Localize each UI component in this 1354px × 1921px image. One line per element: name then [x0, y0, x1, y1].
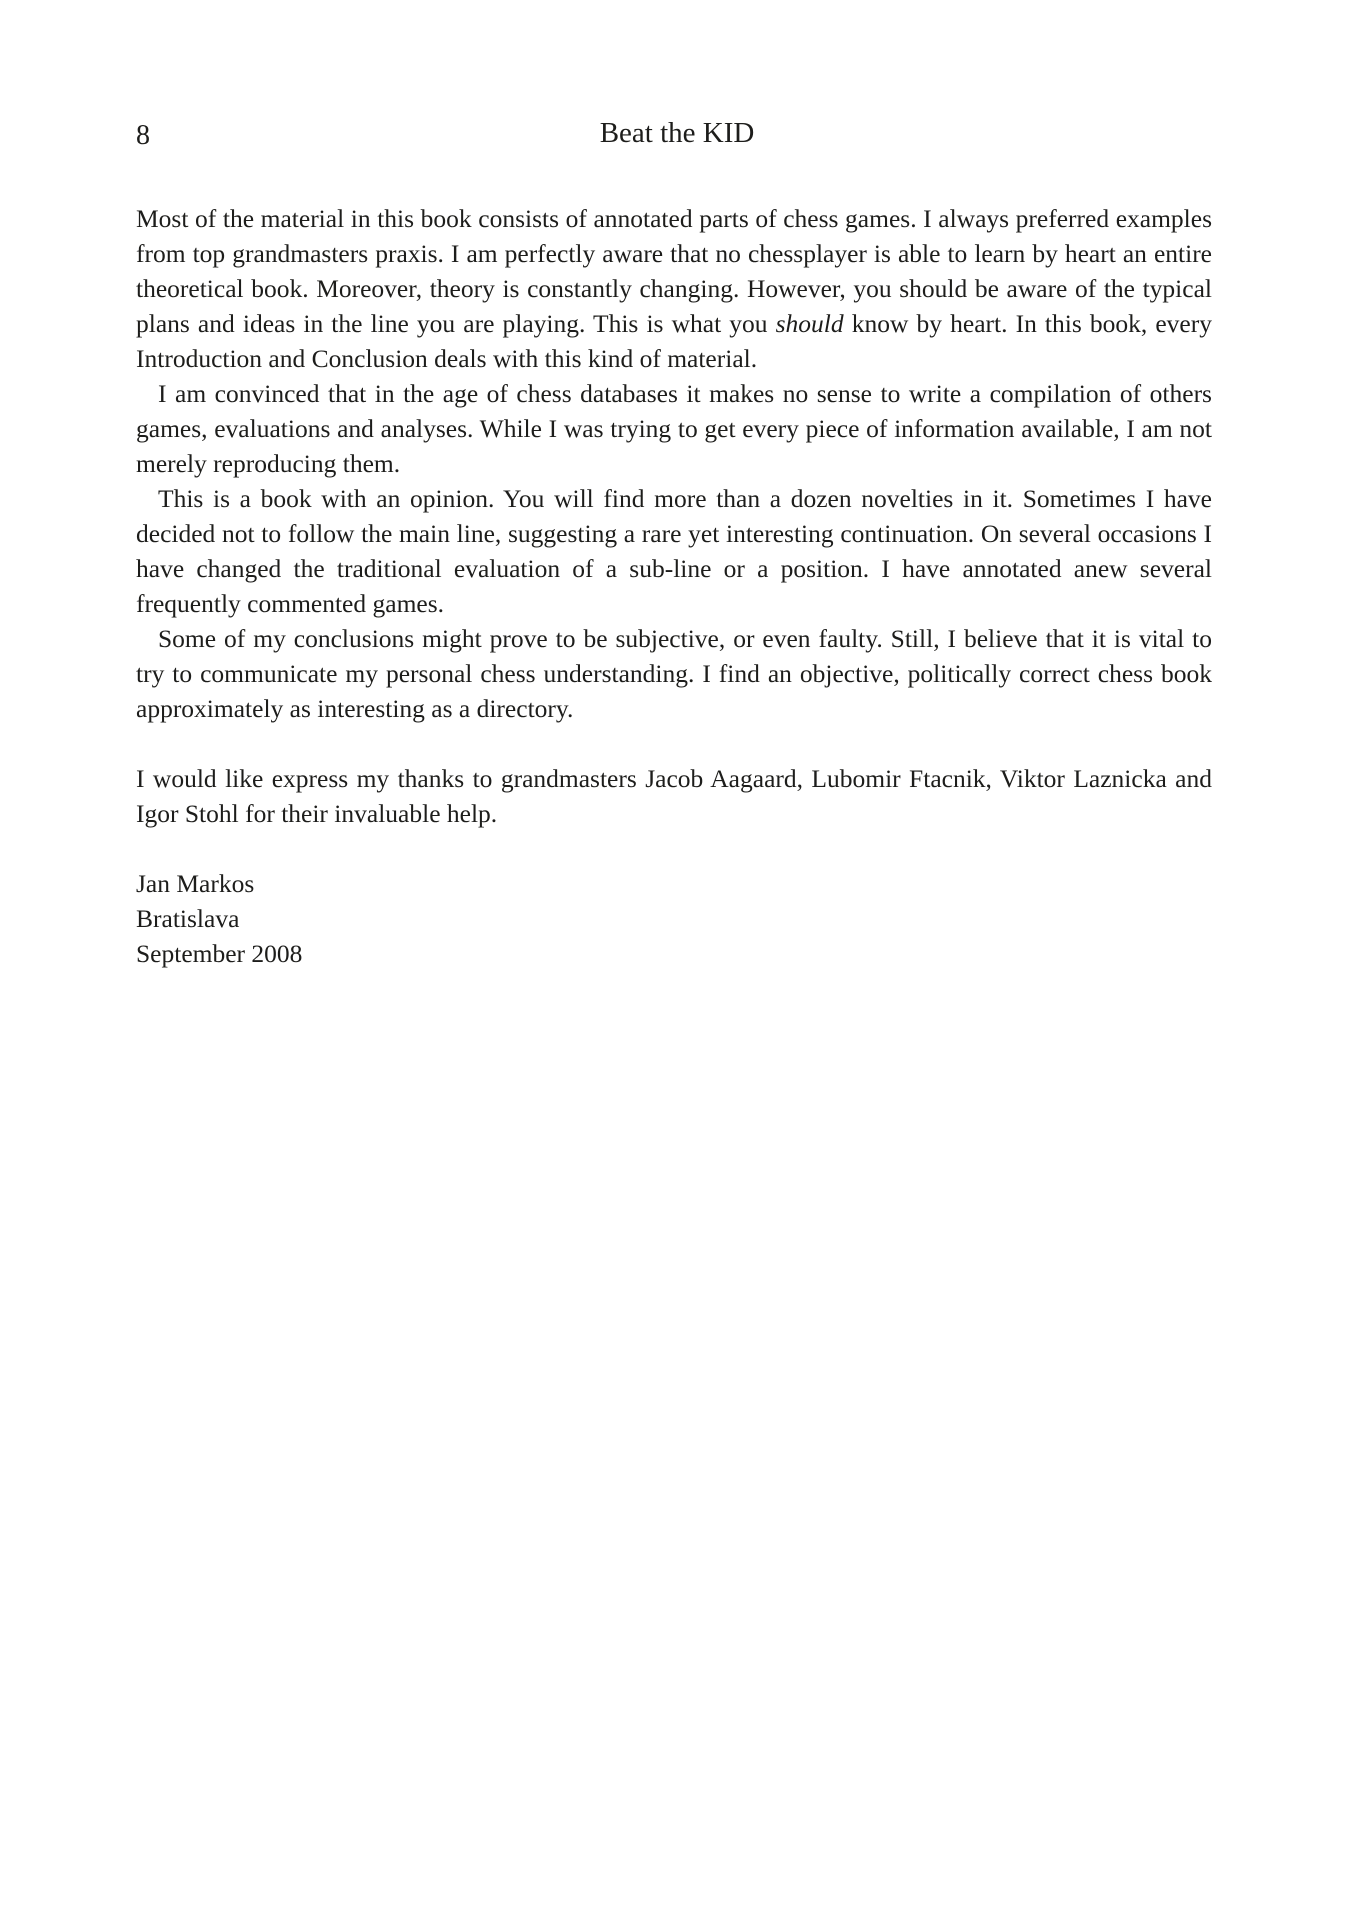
italic-word-should: should: [775, 309, 844, 338]
page-body: [136, 201, 1212, 971]
signature-city: Bratislava: [136, 904, 240, 933]
page-number: 8: [136, 120, 150, 151]
acknowledgement-paragraph: I would like express my thanks to grandmasters Jacob Aagaard, Lubomir Ftacnik, Viktor Laznicka and Igor Stohl for their invaluable help.: [136, 764, 1212, 828]
signature-date: September 2008: [136, 939, 303, 968]
paragraph-conclusions: Some of my conclusions might prove to be subjective, or even faulty. Still, I believe that it is vital to try to communicate my personal chess understanding. I find an objective, politically correct chess book approximately as interesting as a directory.: [136, 624, 1212, 723]
paragraph-intro: [136, 201, 1212, 376]
signature-name: Jan Markos: [136, 869, 255, 898]
running-title: Beat the KID: [599, 117, 755, 149]
paragraph-compilation: I am convinced that in the age of chess databases it makes no sense to write a compilation of others games, evaluations and analyses. While I was trying to get every piece of information available, I am not merely reproducing them.: [136, 379, 1212, 478]
paragraph-opinion: This is a book with an opinion. You will find more than a dozen novelties in it. Sometimes I have decided not to follow the main line, suggesting a rare yet interesting continuation. On several occasions I have changed the traditional evaluation of a sub-line or a position. I have annotated anew several frequently commented games.: [136, 484, 1212, 618]
paragraph-intro-text-1: Most of the material in this book consists of annotated parts of chess games. I always preferred examples from top grandmasters praxis. I am perfectly aware that no chessplayer is able to learn by heart an entire theoretical book. Moreover, theory is constantly changing. However, you should be aware of the typical plans and ideas in the line you are playing. This is what you: [136, 204, 1212, 338]
page-header: [0, 116, 1354, 150]
paragraph-intro-text-2: know by heart. In this book, every Introduction and Conclusion deals with this kind of material.: [136, 309, 1212, 373]
signature-block: [136, 866, 1212, 971]
